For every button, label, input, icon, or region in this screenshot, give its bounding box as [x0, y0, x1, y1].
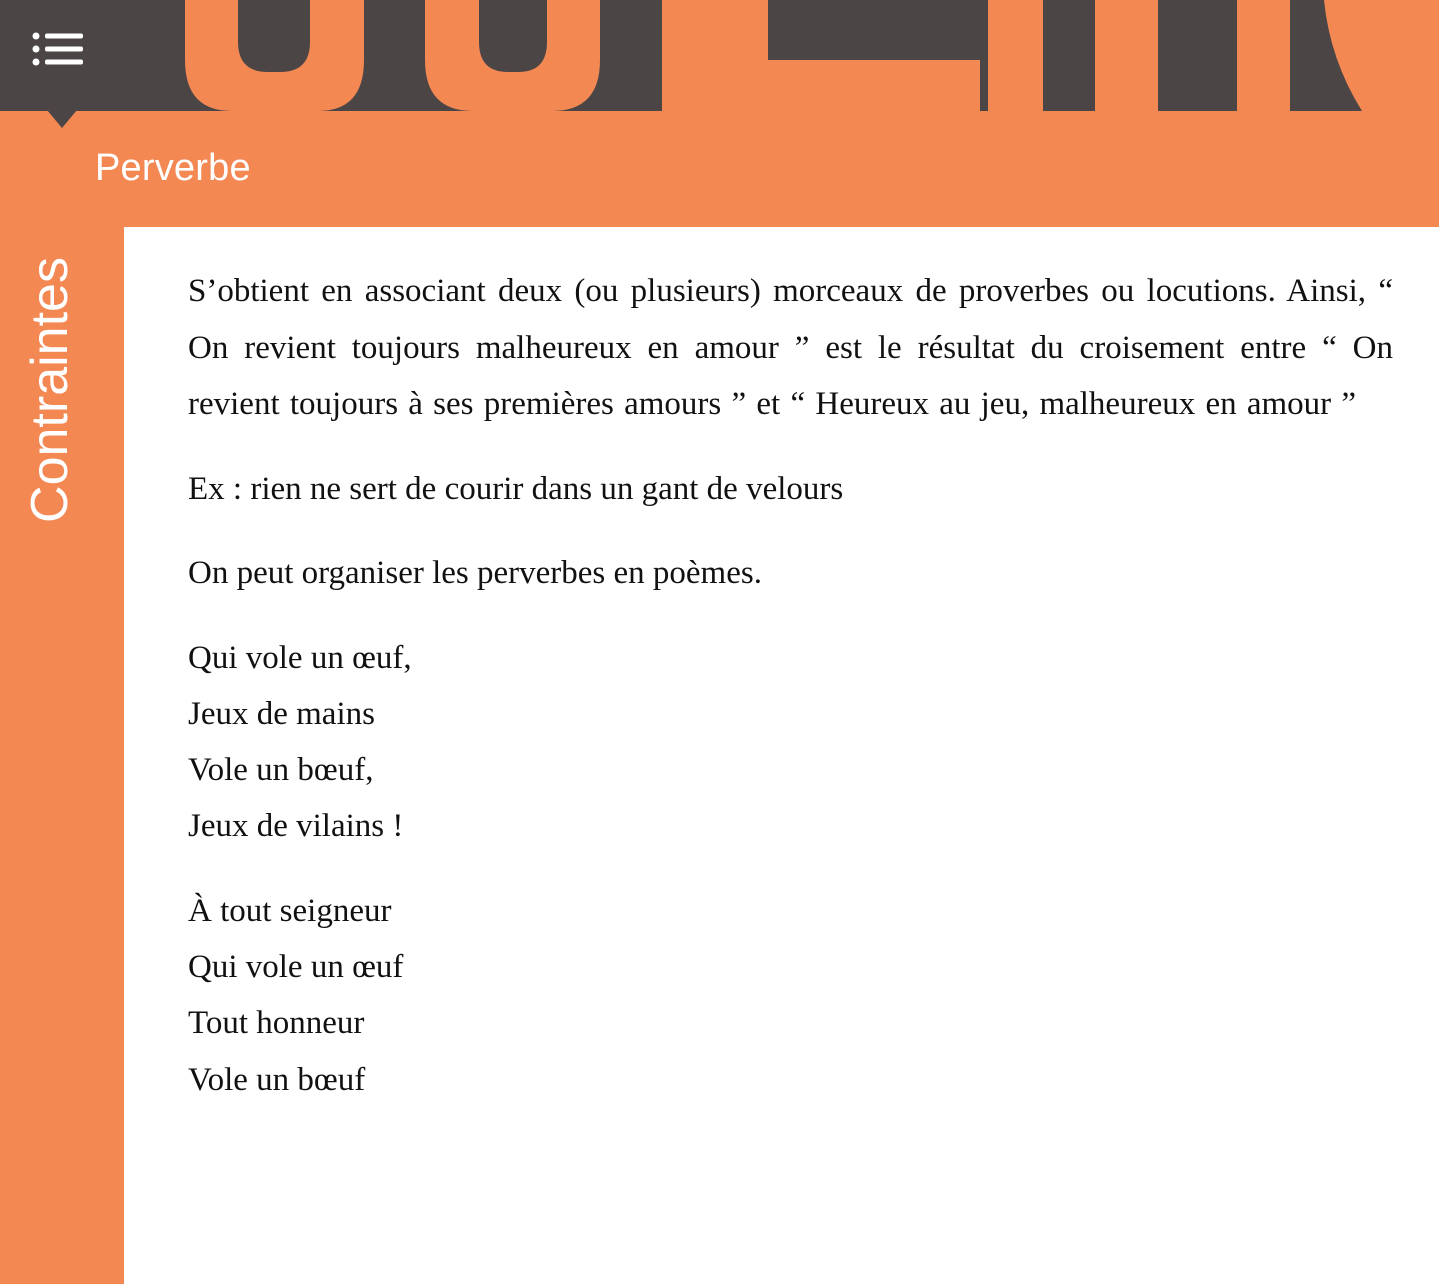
note-paragraph: On peut organiser les perverbes en poèmes. [188, 555, 762, 591]
poem-stanza [188, 630, 1393, 855]
logo-letter-o-2 [1324, 0, 1439, 111]
example-paragraph: Ex : rien ne sert de courir dans un gant de velours [188, 470, 844, 507]
poem-line: Jeux de vilains ! [188, 808, 404, 845]
section-pointer [124, 340, 140, 370]
poem-line: Jeux de mains [188, 695, 375, 732]
header-banner [0, 0, 1439, 111]
menu-button[interactable] [24, 26, 88, 78]
content-panel [124, 227, 1439, 1284]
logo-letter-o [185, 0, 364, 111]
logo-letter-u [425, 0, 600, 111]
logo-letter-l [662, 0, 980, 111]
article-body [188, 263, 1393, 1108]
logo-letter-p [1095, 0, 1290, 111]
logo-letter-i [988, 0, 1043, 111]
poem-line: Vole un bœuf, [188, 752, 374, 789]
menu-pointer [47, 110, 77, 128]
poem-stanza [188, 883, 1393, 1108]
poem-line: Qui vole un œuf, [188, 639, 412, 676]
list-icon [24, 26, 88, 78]
section-label[interactable]: Contraintes [21, 257, 79, 523]
page-title: Perverbe [95, 147, 251, 189]
oulipo-logo-banner [0, 0, 1439, 111]
poem-line: À tout seigneur [188, 892, 392, 929]
poem-line: Tout honneur [188, 1005, 365, 1042]
poem-line: Qui vole un œuf [188, 948, 404, 985]
poem-line: Vole un bœuf [188, 1061, 366, 1098]
intro-paragraph: S’obtient en associant deux (ou plusieurs) morceaux de proverbes ou locutions. Ainsi, “ On revient toujours malheureux en amour ” est le résultat du croisement entre “ On revient toujours à ses premières amours ” et “ Heureux au jeu, malheureux en amour ” [188, 273, 1393, 422]
